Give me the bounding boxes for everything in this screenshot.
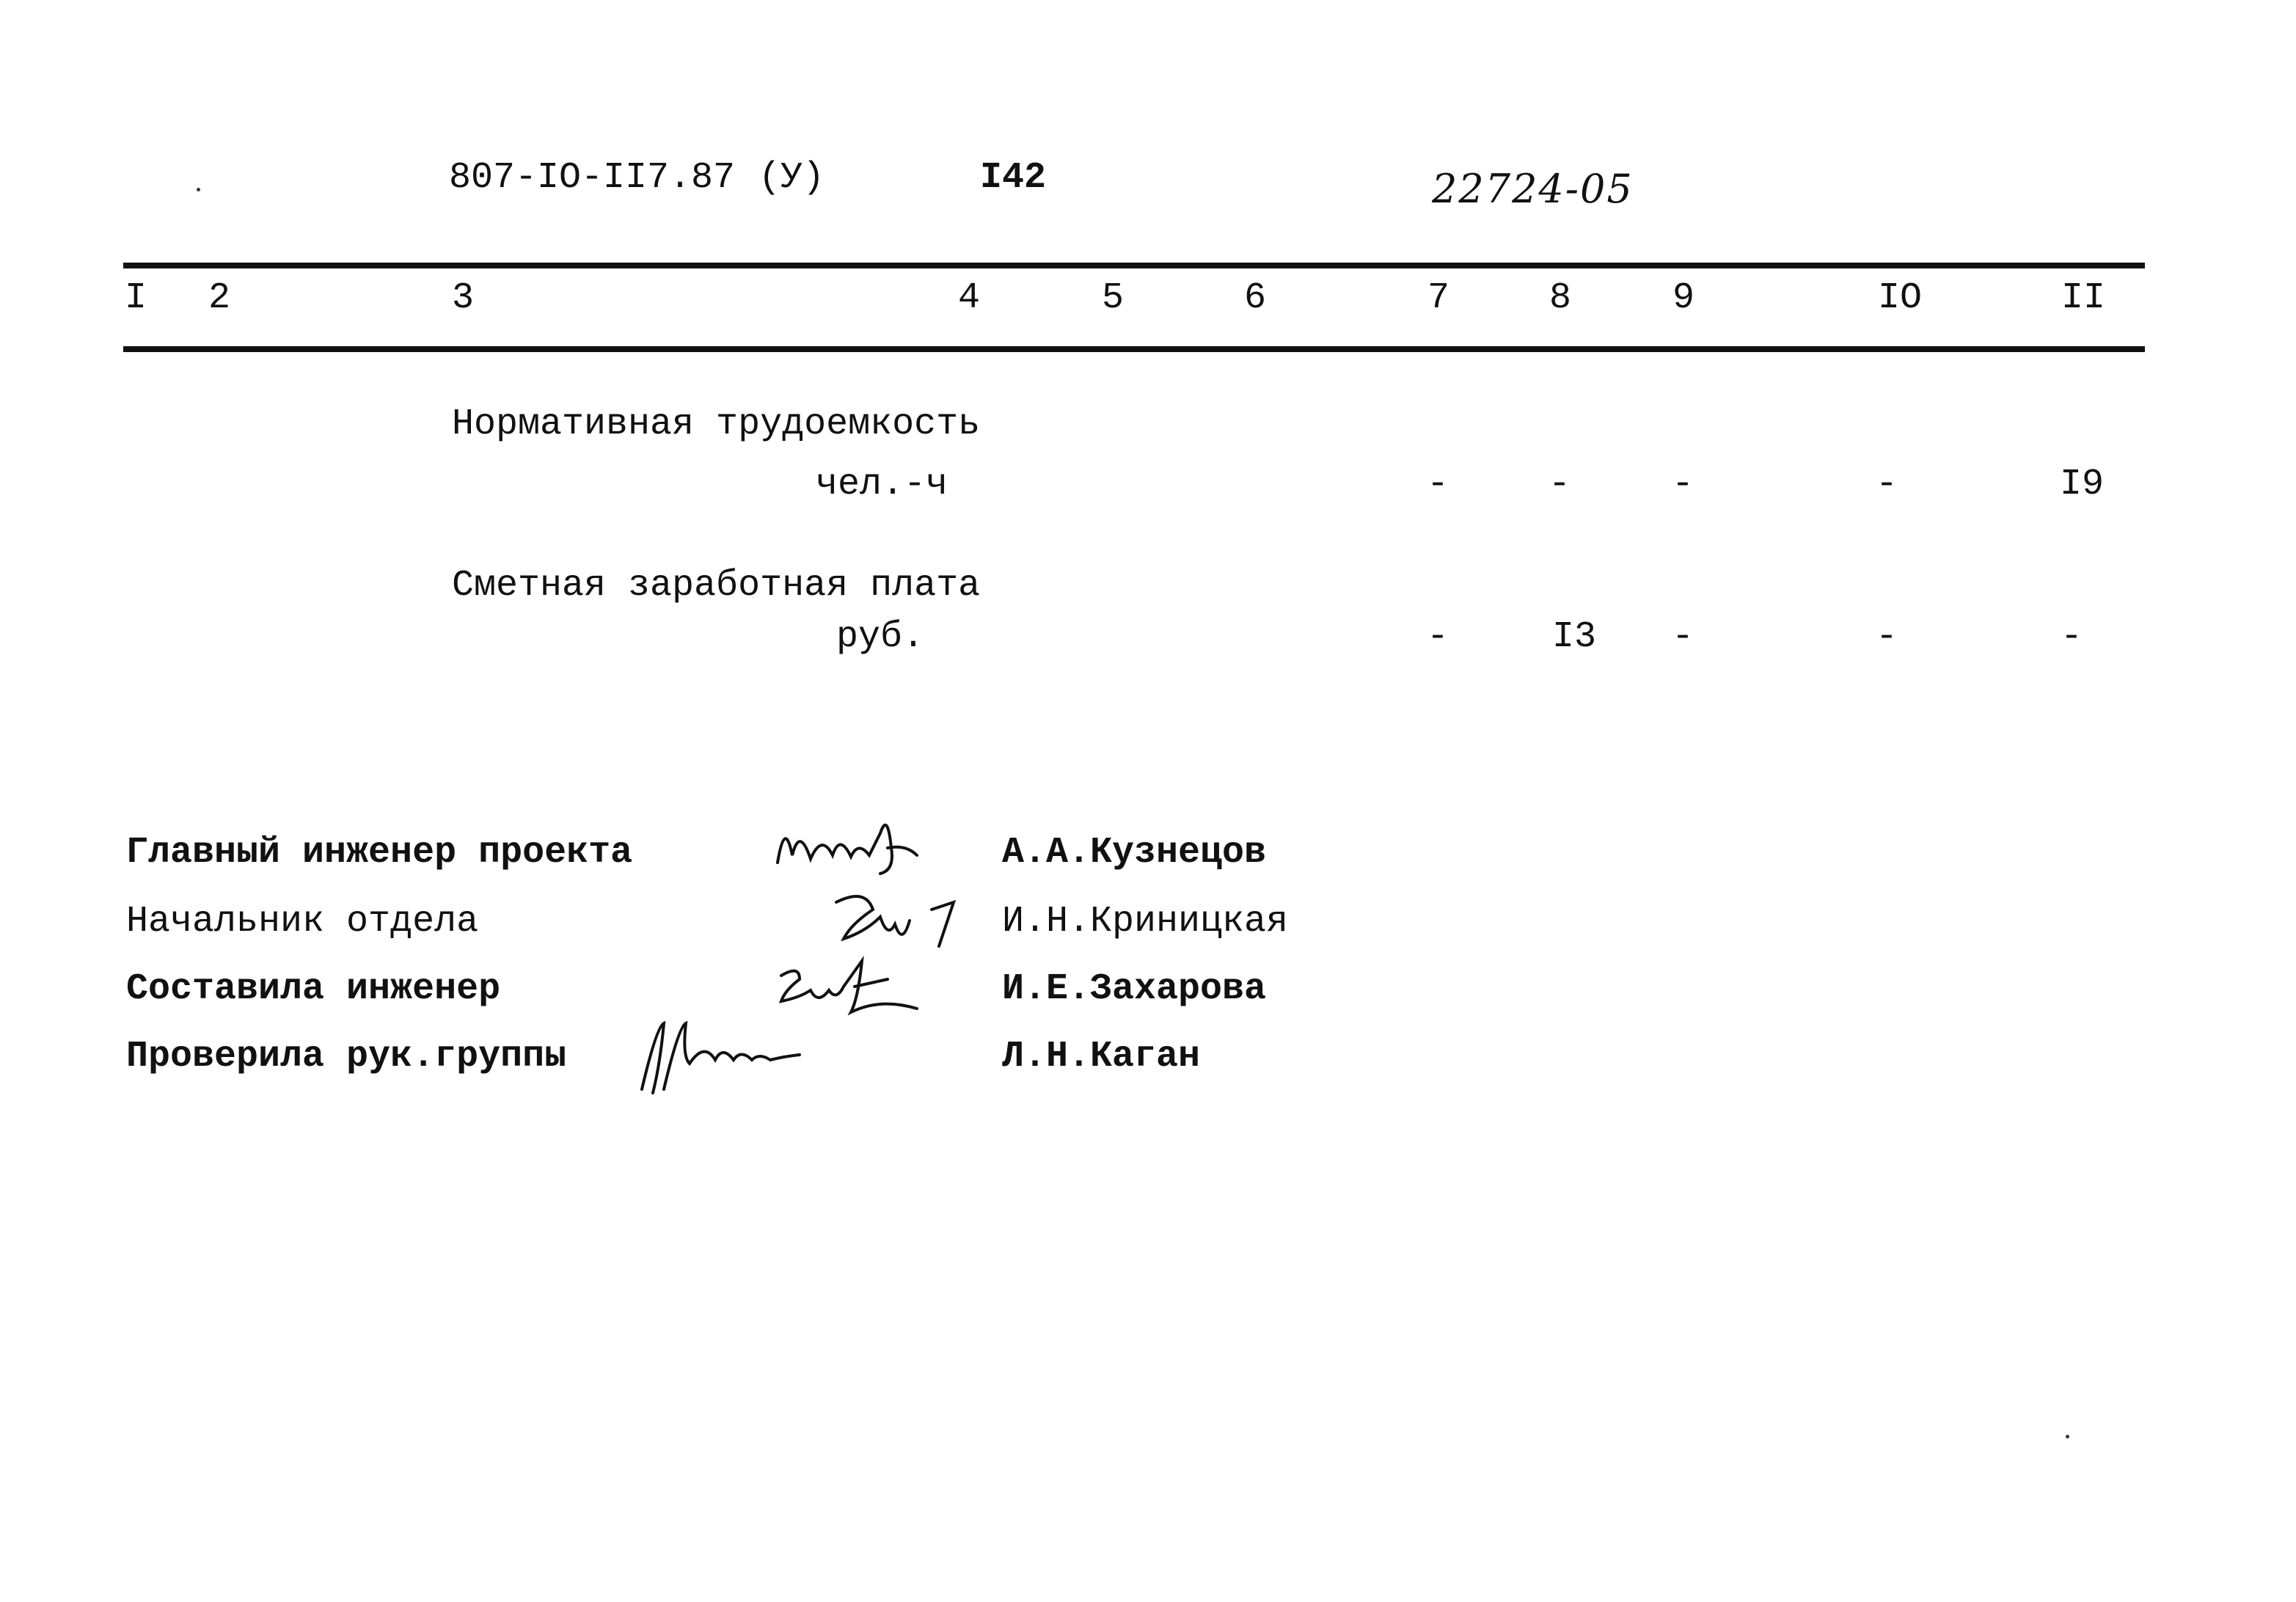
signature-name: И.Н.Криницкая [1002,901,1289,943]
column-header: 8 [1549,277,1572,319]
column-header: 9 [1672,277,1695,319]
table-cell: I3 [1551,616,1596,658]
signature-kagan [631,1012,822,1100]
table-cell: - [1671,464,1694,505]
table-header-rule [123,346,2145,352]
column-header: 6 [1244,277,1267,319]
row-label: Сметная заработная плата [452,565,981,607]
doc-code: 807-IO-II7.87 [449,157,736,199]
table-cell: I9 [2059,464,2104,505]
table-cell: - [2060,616,2083,658]
signature-kuznetsov [770,804,932,885]
column-header: IO [1878,277,1923,319]
table-cell: - [1671,616,1694,658]
signature-name: Л.Н.Каган [1002,1036,1201,1078]
column-header: 7 [1427,277,1450,319]
signature-role: Составила инженер [126,968,501,1010]
row-unit: руб. [836,616,925,658]
column-header: 4 [958,277,981,319]
speck [2066,1435,2069,1438]
column-header: I [125,277,147,319]
column-header: II [2061,277,2106,319]
table-cell: - [1548,464,1571,505]
table-cell: - [1875,464,1898,505]
table-cell: - [1426,464,1449,505]
column-header: 2 [208,277,231,319]
column-header: 3 [452,277,475,319]
doc-suffix: (У) [758,157,825,199]
signature-role: Главный инженер проекта [126,832,633,874]
speck [197,188,200,191]
signature-role: Проверила рук.группы [126,1036,567,1078]
table-cell: - [1426,616,1449,658]
table-cell: - [1875,616,1898,658]
signature-name: И.Е.Захарова [1002,968,1267,1010]
page-number: I42 [980,157,1047,199]
signature-name: А.А.Кузнецов [1002,832,1267,874]
signature-role: Начальник отдела [126,901,479,943]
row-label: Нормативная трудоемкость [452,403,981,445]
column-header: 5 [1102,277,1125,319]
archive-number: 22724-05 [1432,166,1634,212]
table-top-rule [123,263,2145,268]
row-unit: чел.-ч [816,464,948,505]
